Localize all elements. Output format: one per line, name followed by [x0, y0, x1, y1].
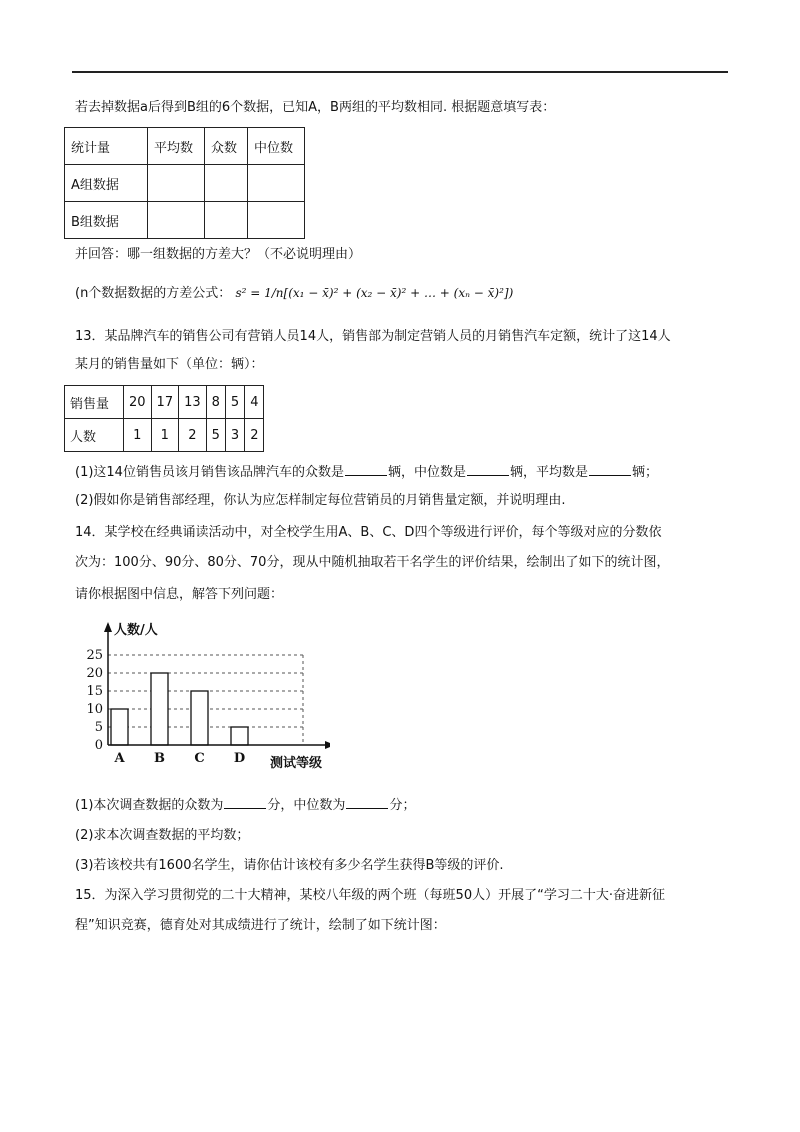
y-tick-label: 0: [94, 738, 103, 753]
y-tick-label: 20: [86, 666, 103, 681]
q13-sub1: [75, 462, 658, 483]
q14-sub2: (2)求本次调查数据的平均数；: [75, 828, 250, 843]
table-cell: 20: [124, 386, 152, 419]
q12-formula-line: [75, 283, 513, 304]
table-header: 平均数: [148, 128, 205, 165]
table-cell: 4: [245, 386, 264, 419]
y-tick-label: 15: [86, 684, 103, 699]
table-cell[interactable]: [205, 202, 248, 239]
table-row-label: B组数据: [65, 202, 148, 239]
table-row-label: A组数据: [65, 165, 148, 202]
x-tick-labels: [113, 751, 245, 766]
answer-blank[interactable]: [346, 795, 388, 809]
answer-blank[interactable]: [345, 462, 387, 476]
table-cell: 2: [179, 419, 207, 452]
y-tick-label: 25: [86, 648, 103, 663]
x-tick-label: A: [114, 751, 125, 766]
y-axis-label: 人数/人: [114, 623, 158, 638]
table-cell[interactable]: [205, 165, 248, 202]
q13-sub1-text: 辆，平均数是: [509, 465, 588, 480]
q15-line1: 15．为深入学习贯彻党的二十大精神，某校八年级的两个班（每班50人）开展了“学习二十大·奋进新征: [75, 888, 665, 903]
table-header: 众数: [205, 128, 248, 165]
x-tick-label: C: [194, 751, 205, 766]
answer-blank[interactable]: [224, 795, 266, 809]
table-cell: 1: [151, 419, 179, 452]
q13-sub1-text: 辆；: [632, 465, 659, 480]
y-tick-labels: [86, 648, 103, 753]
q14-sub1-text: 分；: [389, 798, 416, 813]
table-cell: 5: [225, 386, 244, 419]
table-cell: 8: [206, 386, 225, 419]
table-cell[interactable]: [248, 202, 305, 239]
bar-B: [151, 673, 168, 745]
bar-D: [231, 727, 248, 745]
bar-A: [111, 709, 128, 745]
bar-chart: [70, 612, 330, 782]
y-axis-arrow: [104, 622, 112, 632]
q12-question: 并回答：哪一组数据的方差大？（不必说明理由）: [75, 247, 362, 262]
q12-intro: 若去掉数据a后得到B组的6个数据，已知A，B两组的平均数相同. 根据题意填写表：: [75, 100, 556, 115]
q13-sub1-text: 辆，中位数是: [387, 465, 466, 480]
q13-sub2: (2)假如你是销售部经理，你认为应怎样制定每位营销员的月销售量定额，并说明理由.: [75, 493, 566, 508]
table-cell[interactable]: [148, 165, 205, 202]
table-row-label: 销售量: [65, 386, 124, 419]
table-header: 统计量: [65, 128, 148, 165]
chart-bars: [111, 673, 248, 745]
chart-axes: [104, 622, 330, 749]
q13-table: [64, 385, 264, 452]
table-row-label: 人数: [65, 419, 124, 452]
q14-line1: 14．某学校在经典诵读活动中，对全校学生用A、B、C、D四个等级进行评价，每个等级对应的分数依: [75, 525, 662, 540]
x-tick-label: D: [233, 751, 246, 766]
x-axis-label: 测试等级: [270, 756, 323, 771]
answer-blank[interactable]: [467, 462, 509, 476]
table-cell: 17: [151, 386, 179, 419]
table-cell[interactable]: [148, 202, 205, 239]
bar-C: [191, 691, 208, 745]
q14-sub3: (3)若该校共有1600名学生，请你估计该校有多少名学生获得B等级的评价.: [75, 858, 504, 873]
q14-sub1-text: (1)本次调查数据的众数为: [75, 798, 224, 813]
table-cell: 3: [225, 419, 244, 452]
table-header: 中位数: [248, 128, 305, 165]
table-cell: 1: [124, 419, 152, 452]
table-cell[interactable]: [248, 165, 305, 202]
q13-sub1-text: (1)这14位销售员该月销售该品牌汽车的众数是: [75, 465, 344, 480]
q14-line3: 请你根据图中信息，解答下列问题：: [75, 587, 284, 602]
q14-line2: 次为：100分、90分、80分、70分，现从中随机抽取若干名学生的评价结果，绘制出了如下的统计图，: [75, 555, 670, 570]
x-tick-label: B: [154, 751, 165, 766]
table-cell: 2: [245, 419, 264, 452]
q13-line2: 某月的销售量如下（单位：辆）：: [75, 357, 264, 372]
answer-blank[interactable]: [589, 462, 631, 476]
header-rule: [72, 71, 728, 73]
x-axis-arrow: [325, 741, 330, 749]
formula-prefix: (n个数据数据的方差公式：: [75, 286, 232, 301]
y-tick-label: 10: [86, 702, 103, 717]
q15-line2: 程”知识竞赛，德育处对其成绩进行了统计，绘制了如下统计图：: [75, 918, 446, 933]
q13-line1: 13．某品牌汽车的销售公司有营销人员14人，销售部为制定营销人员的月销售汽车定额，统计了这14人: [75, 329, 671, 344]
table-cell: 13: [179, 386, 207, 419]
y-tick-label: 5: [94, 720, 103, 735]
q14-sub1: [75, 795, 415, 816]
variance-formula: s² = 1/n[(x₁ − x̄)² + (x₂ − x̄)² + … + (xₙ − x̄)²]): [235, 286, 514, 300]
q12-table: [64, 127, 305, 239]
table-cell: 5: [206, 419, 225, 452]
q14-sub1-text: 分，中位数为: [267, 798, 346, 813]
